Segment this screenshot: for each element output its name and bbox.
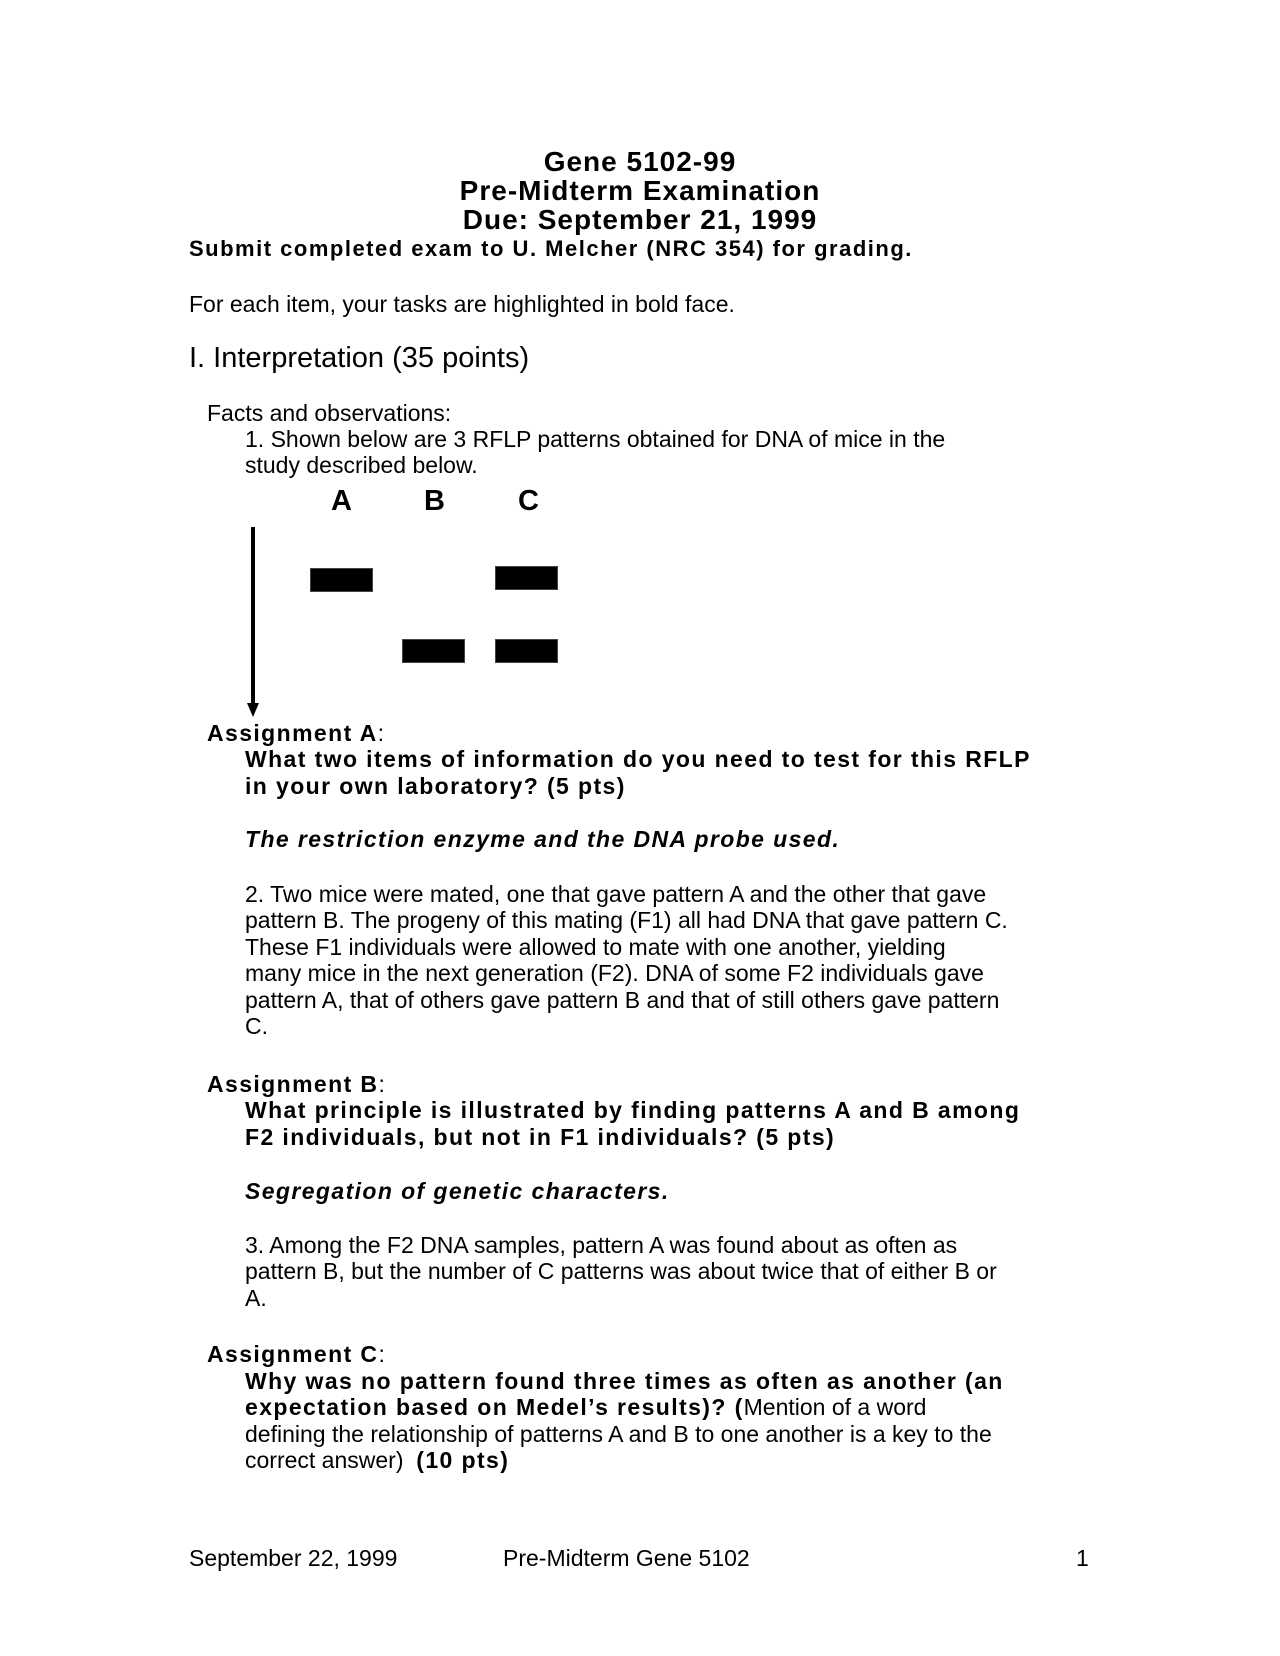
assignment-b-task-line1: What principle is illustrated by finding patterns A and B among (245, 1097, 1021, 1123)
band-lane-b-lower (402, 639, 465, 663)
footer-date: September 22, 1999 (189, 1545, 398, 1571)
assignment-c-label: Assignment C (207, 1341, 379, 1367)
band-lane-c-lower (495, 639, 558, 663)
assignment-c-task-line1: Why was no pattern found three times as often as another (an (245, 1368, 1004, 1394)
fact1-line2: study described below. (245, 452, 478, 478)
assignment-c-task-line4-plain: correct answer) (245, 1447, 417, 1473)
fact2-line5: pattern A, that of others gave pattern B and that of still others gave pattern (245, 987, 1000, 1013)
assignment-c-heading (207, 1341, 385, 1368)
migration-arrow-head (247, 703, 259, 717)
fact2-line6: C. (245, 1013, 268, 1039)
lane-label-c: C (518, 485, 539, 517)
assignment-a-answer: The restriction enzyme and the DNA probe used. (245, 826, 841, 852)
fact2-line3: These F1 individuals were allowed to mate with one another, yielding (245, 934, 946, 960)
lane-label-b: B (424, 485, 445, 517)
lane-label-a: A (331, 485, 352, 517)
assignment-b-label: Assignment B (207, 1071, 379, 1097)
fact1-line1: 1. Shown below are 3 RFLP patterns obtained for DNA of mice in the (245, 426, 946, 452)
assignment-a-colon: : (377, 720, 384, 746)
exam-title-course: Gene 5102-99 (543, 146, 737, 177)
band-lane-c-upper (495, 566, 558, 590)
assignment-c-task-line2-plain: Mention of a word (743, 1394, 927, 1420)
assignment-b-answer: Segregation of genetic characters. (245, 1178, 670, 1204)
exam-title-name: Pre-Midterm Examination (459, 175, 821, 206)
assignment-c-points: (10 pts) (416, 1447, 510, 1473)
submission-instructions: Submit completed exam to U. Melcher (NRC 354) for grading. (189, 236, 913, 261)
fact2-line4: many mice in the next generation (F2). DNA of some F2 individuals gave (245, 960, 984, 986)
fact2-line2: pattern B. The progeny of this mating (F1) all had DNA that gave pattern C. (245, 907, 1008, 933)
assignment-c-task-line2 (245, 1394, 926, 1421)
exam-due-date: Due: September 21, 1999 (462, 204, 818, 235)
fact3-line3: A. (245, 1285, 267, 1311)
facts-label: Facts and observations: (207, 400, 452, 426)
assignment-c-colon: : (378, 1341, 385, 1367)
band-lane-a-upper (310, 568, 373, 592)
assignment-a-task-line1: What two items of information do you need to test for this RFLP (245, 746, 1031, 772)
fact2-line1: 2. Two mice were mated, one that gave pattern A and the other that gave (245, 881, 987, 907)
assignment-a-heading (207, 720, 384, 747)
footer-page-number: 1 (1076, 1545, 1089, 1571)
assignment-b-task-line2: F2 individuals, but not in F1 individuals? (5 pts) (245, 1124, 836, 1150)
assignment-c-task-line3: defining the relationship of patterns A and B to one another is a key to the (245, 1421, 992, 1447)
footer-course: Pre-Midterm Gene 5102 (503, 1545, 750, 1571)
assignment-a-task-line2: in your own laboratory? (5 pts) (245, 773, 626, 799)
migration-arrow-line (251, 527, 255, 705)
assignment-a-label: Assignment A (207, 720, 378, 746)
assignment-c-task-line4 (245, 1447, 509, 1474)
section-heading-interpretation: I. Interpretation (35 points) (189, 342, 530, 374)
fact3-line2: pattern B, but the number of C patterns was about twice that of either B or (245, 1258, 997, 1284)
fact3-line1: 3. Among the F2 DNA samples, pattern A was found about as often as (245, 1232, 958, 1258)
assignment-b-colon: : (378, 1071, 385, 1097)
assignment-c-task-line2-bold: expectation based on Medel’s results)? ( (245, 1394, 744, 1420)
assignment-b-heading (207, 1071, 385, 1098)
intro-text: For each item, your tasks are highlighted in bold face. (189, 291, 735, 317)
